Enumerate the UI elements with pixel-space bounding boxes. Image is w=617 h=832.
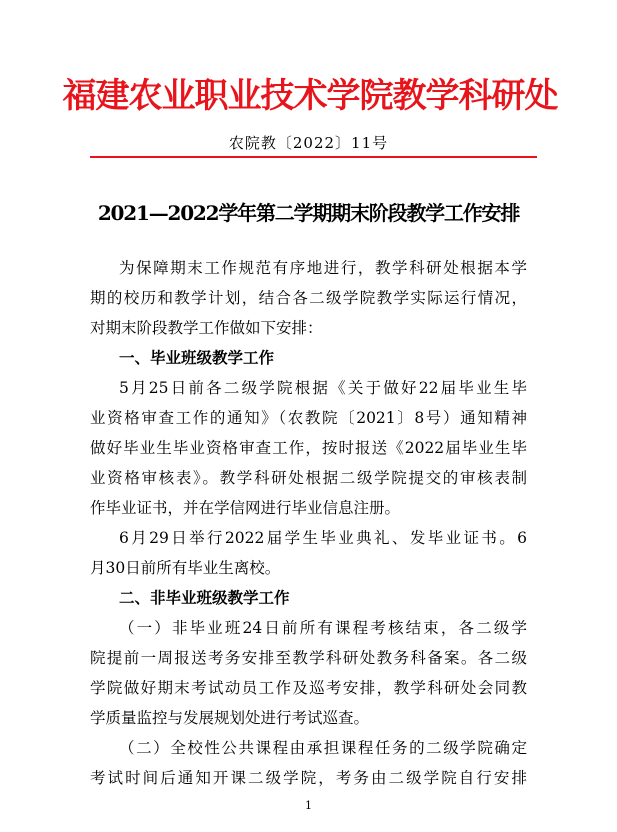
paragraph-line: 为保障期末工作规范有序地进行，教学科研处根据本学 [119,259,527,277]
paragraph-line: 业资格审查工作的通知》（农教院〔2021〕8号）通知精神 [90,409,527,427]
section-heading: 二、非毕业班级教学工作 [119,589,290,607]
paragraph-line: 学质量监控与发展规划处进行考试巡查。 [90,709,370,727]
red-divider [90,156,537,158]
org-title: 福建农业职业技术学院教学科研处 [62,76,558,116]
paragraph-line: 对期末阶段教学工作做如下安排： [90,319,323,337]
paragraph-line: （一）非毕业班24日前所有课程考核结束，各二级学 [119,619,527,637]
doc-number: 农院教〔2022〕11号 [228,134,389,152]
document-title: 2021—2022学年第二学期期末阶段教学工作安排 [97,201,520,225]
paragraph-line: 月30日前所有毕业生离校。 [90,559,281,577]
paragraph-line: 学院做好期末考试动员工作及巡考安排，教学科研处会同教 [90,679,527,697]
paragraph-line: 做好毕业生毕业资格审查工作，按时报送《2022届毕业生毕 [90,439,527,457]
paragraph-line: 6月29日举行2022届学生毕业典礼、发毕业证书。6 [119,529,527,547]
section-heading: 一、毕业班级教学工作 [119,349,275,367]
page-number: 1 [305,799,312,812]
paragraph-line: 考试时间后通知开课二级学院，考务由二级学院自行安排 [90,769,527,787]
paragraph-line: 院提前一周报送考务安排至教学科研处教务科备案。各二级 [90,649,527,667]
paragraph-line: 业资格审核表》。教学科研处根据二级学院提交的审核表制 [90,469,527,487]
paragraph-line: （二）全校性公共课程由承担课程任务的二级学院确定 [119,739,527,757]
paragraph-line: 期的校历和教学计划，结合各二级学院教学实际运行情况， [90,289,527,307]
paragraph-line: 5月25日前各二级学院根据《关于做好22届毕业生毕 [119,379,527,397]
paragraph-line: 作毕业证书，并在学信网进行毕业信息注册。 [90,499,401,517]
